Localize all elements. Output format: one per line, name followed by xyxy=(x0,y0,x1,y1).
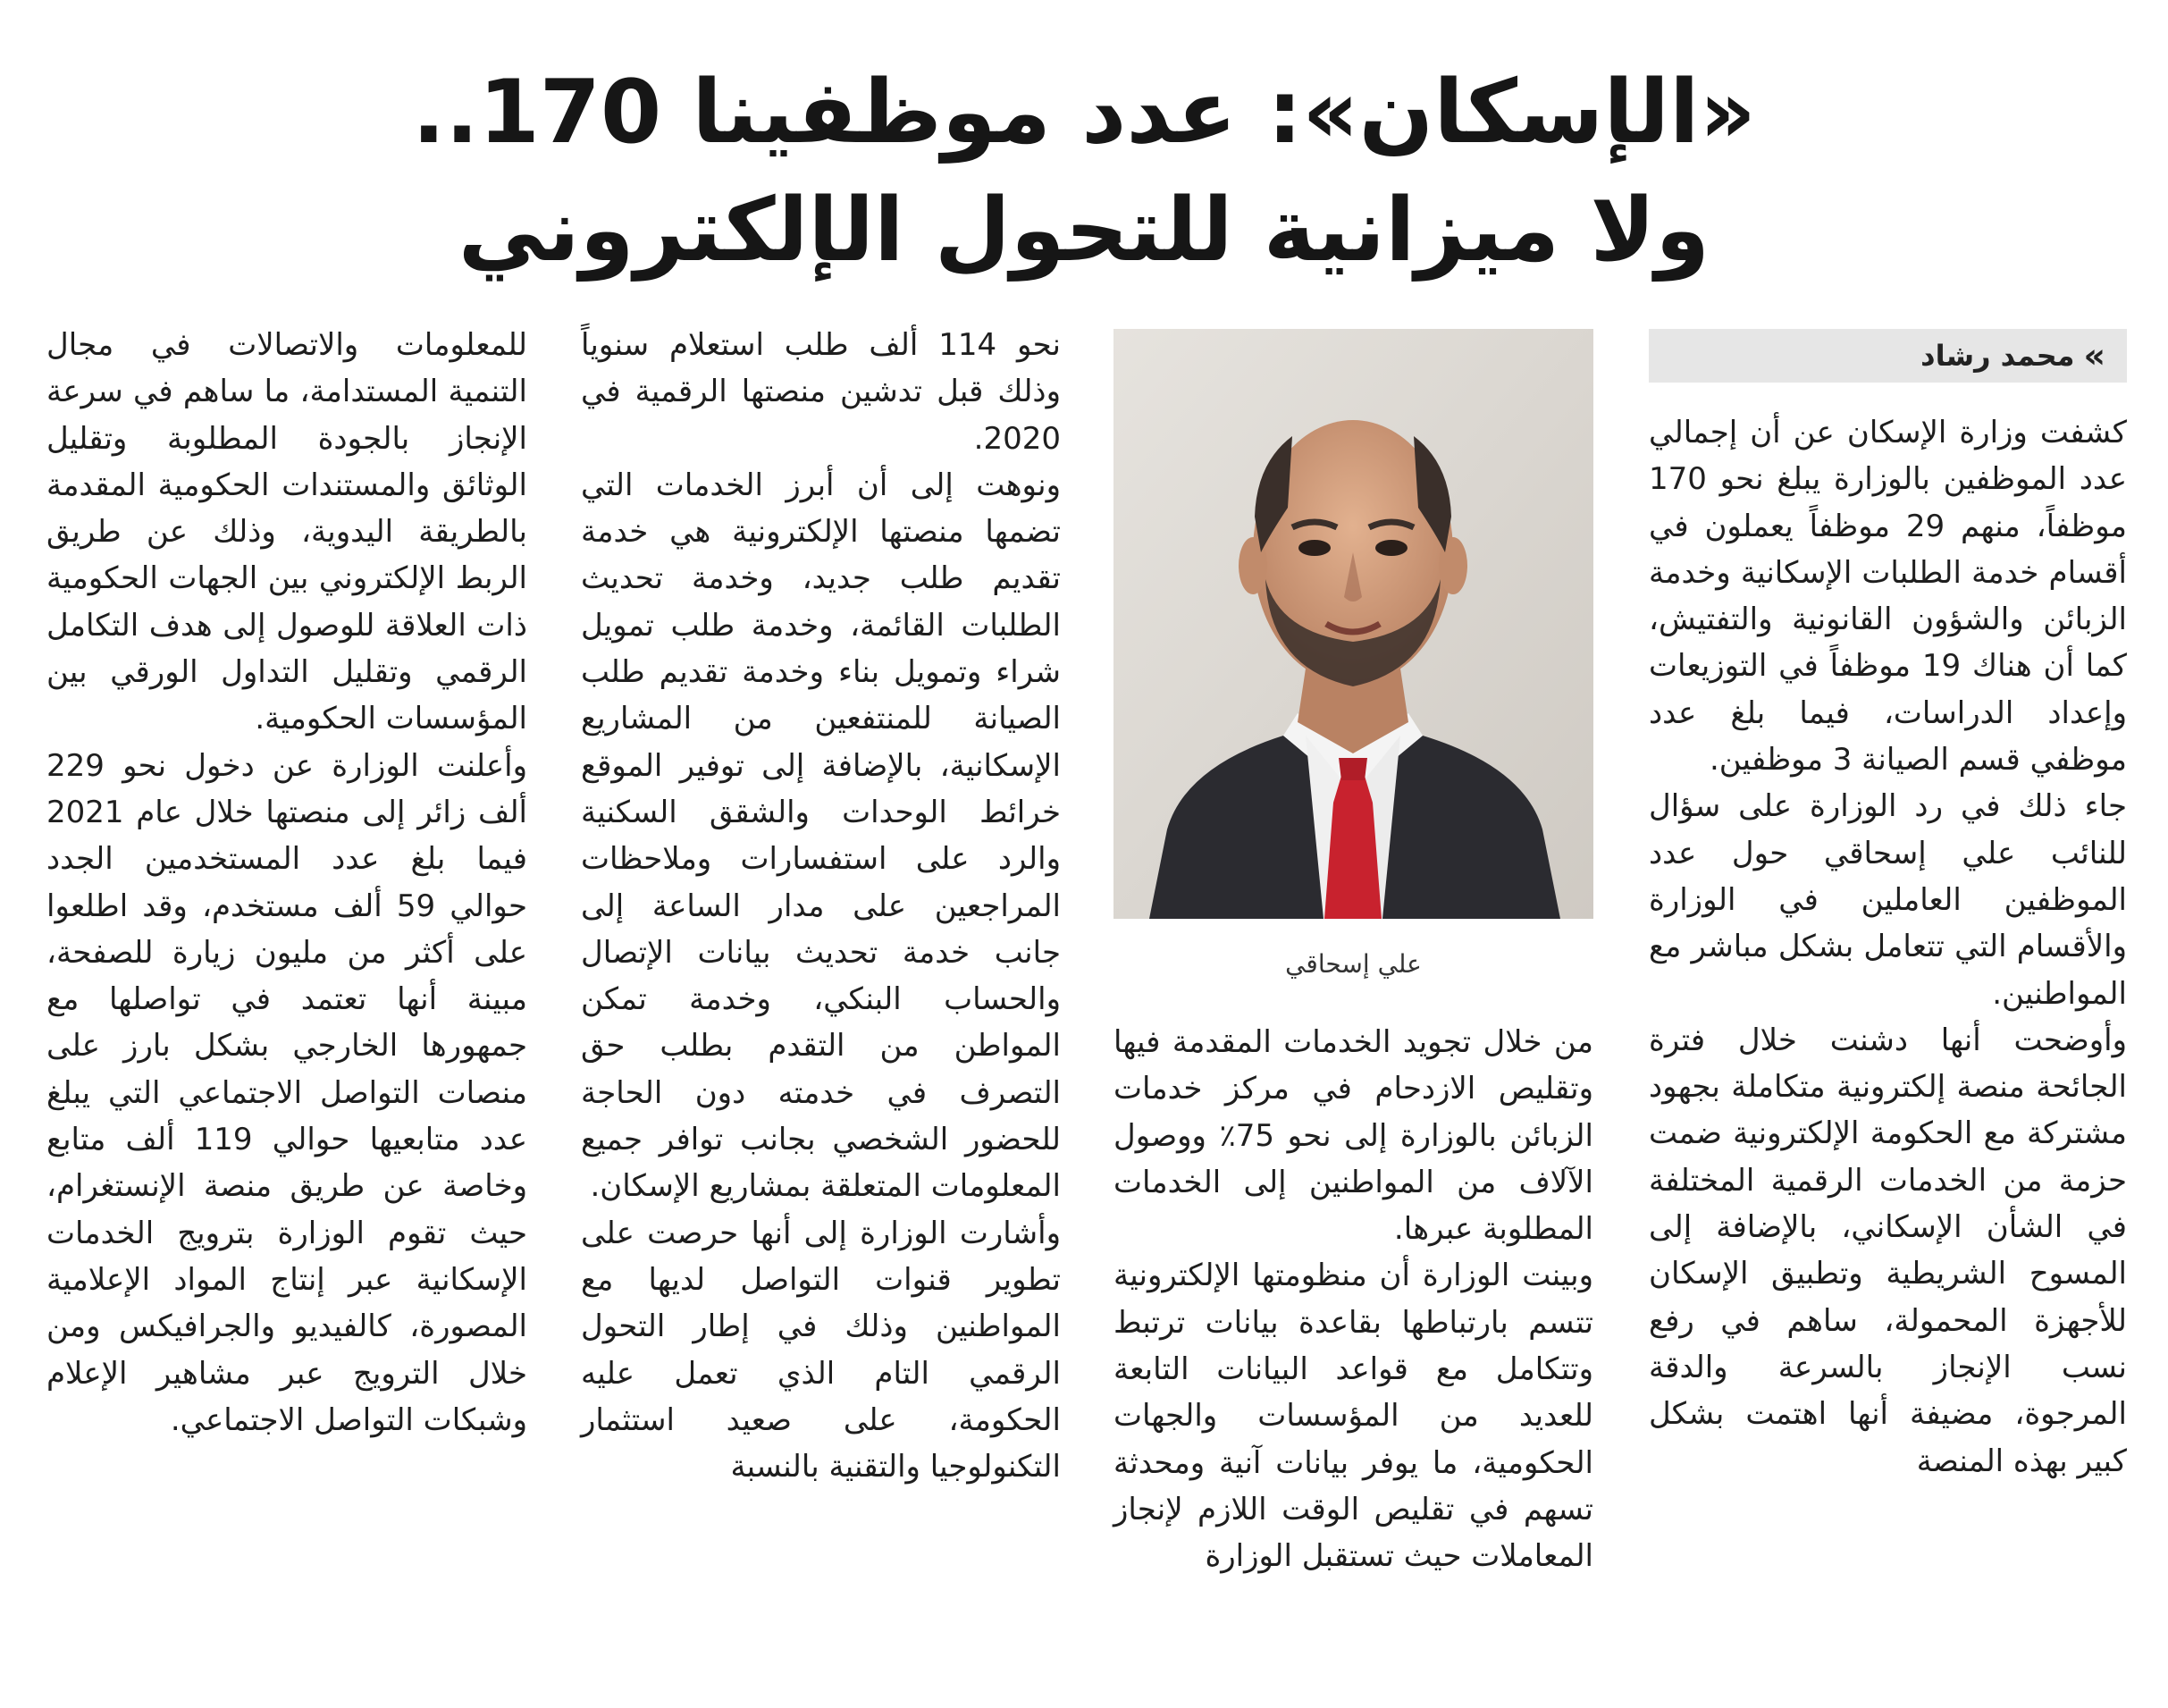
byline-bar xyxy=(1649,329,2127,383)
paragraph: من خلال تجويد الخدمات المقدمة فيها وتقليص الازدحام في مركز خدمات الزبائن بالوزارة إلى نحو 75٪ ووصول الآلاف من المواطنين إلى الخدمات المطلوبة عبرها. xyxy=(1113,1024,1593,1248)
photo-caption: علي إسحاقي xyxy=(1285,949,1422,979)
headline-line-1: «الإسكان»: عدد موظفينا 170.. xyxy=(412,62,1756,164)
paragraph: وأعلنت الوزارة عن دخول نحو 229 ألف زائر إلى منصتها خلال عام 2021 فيما بلغ عدد المستخدمين الجدد حوالي 59 ألف مستخدم، وقد اطلعوا على أكثر من مليون زيارة للصفحة، مبينة أنها تعتمد في تواصلها مع جمهورها الخارجي بشكل بارز على منصات التواصل الاجتماعي التي يبلغ عدد متابعيها حوالي 119 ألف متابع وخاصة عن طريق منصة الإنستغرام، حيث تقوم الوزارة بترويج الخدمات الإسكانية عبر إنتاج المواد الإعلامية المصورة، كالفيديو والجرافيكس ومن خلال الترويج عبر مشاهير الإعلام وشبكات التواصل الاجتماعي. xyxy=(46,747,527,1438)
paragraph: ونوهت إلى أن أبرز الخدمات التي تضمها منصتها الإلكترونية هي خدمة تقديم طلب جديد، وخدمة تحديث الطلبات القائمة، وخدمة طلب تمويل شراء وتمويل بناء وخدمة تقديم طلب الصيانة للمنتفعين من المشاريع الإسكانية، بالإضافة إلى توفير الموقع خرائط الوحدات والشقق السكنية والرد على استفسارات وملاحظات المراجعين على مدار الساعة إلى جانب خدمة تحديث بيانات الإتصال والحساب البنكي، وخدمة تمكن المواطن من التقدم بطلب حق التصرف في خدمته دون الحاجة للحضور الشخصي بجانب توافر جميع المعلومات المتعلقة بمشاريع الإسكان. xyxy=(581,467,1061,1205)
article-column-1 xyxy=(1649,409,2127,1485)
paragraph: نحو 114 ألف طلب استعلام سنوياً وذلك قبل تدشين منصتها الرقمية في 2020. xyxy=(581,327,1061,457)
paragraph: جاء ذلك في رد الوزارة على سؤال للنائب علي إسحاقي حول عدد الموظفين العاملين في الوزارة والأقسام التي تتعامل بشكل مباشر مع المواطنين. xyxy=(1649,788,2127,1012)
portrait-illustration xyxy=(1113,329,1593,919)
article-column-2 xyxy=(1113,1019,1593,1580)
article-column-3 xyxy=(581,322,1061,1490)
headline-line-2: ولا ميزانية للتحول الإلكتروني xyxy=(458,180,1710,282)
paragraph: للمعلومات والاتصالات في مجال التنمية المستدامة، ما ساهم في سرعة الإنجاز بالجودة المطلوبة وتقليل الوثائق والمستندات الحكومية المقدمة بالطريقة اليدوية، وذلك عن طريق الربط الإلكتروني بين الجهات الحكومية ذات العلاقة للوصول إلى هدف التكامل الرقمي وتقليل التداول الورقي بين المؤسسات الحكومية. xyxy=(46,327,527,737)
paragraph: وبينت الوزارة أن منظومتها الإلكترونية تتسم بارتباطها بقاعدة بيانات ترتبط وتتكامل مع قواعد البيانات التابعة للعديد من المؤسسات والجهات الحكومية، ما يوفر بيانات آنية ومحدثة تسهم في تقليص الوقت اللازم لإنجاز المعاملات حيث تستقبل الوزارة xyxy=(1113,1258,1593,1575)
byline-author: محمد رشاد xyxy=(1920,339,2075,373)
byline-marker: » xyxy=(2083,336,2105,375)
paragraph: وأوضحت أنها دشنت خلال فترة الجائحة منصة إلكترونية متكاملة بجهود مشتركة مع الحكومة الإلكترونية ضمت حزمة من الخدمات الرقمية المختلفة في الشأن الإسكاني، بالإضافة إلى المسوح الشريطية وتطبيق الإسكان للأجهزة المحمولة، ساهم في رفع نسب الإنجاز بالسرعة والدقة المرجوة، مضيفة أنها اهتمت بشكل كبير بهذه المنصة xyxy=(1649,1022,2127,1479)
paragraph: كشفت وزارة الإسكان عن أن إجمالي عدد الموظفين بالوزارة يبلغ نحو 170 موظفاً، منهم 29 موظفاً يعملون في أقسام خدمة الطلبات الإسكانية وخدمة الزبائن والشؤون القانونية والتفتيش، كما أن هناك 19 موظفاً في التوزيعات وإعداد الدراسات، فيما بلغ عدد موظفي قسم الصيانة 3 موظفين. xyxy=(1649,415,2127,778)
paragraph: وأشارت الوزارة إلى أنها حرصت على تطوير قنوات التواصل لديها مع المواطنين وذلك في إطار التحول الرقمي التام الذي تعمل عليه الحكومة، على صعيد استثمار التكنولوجيا والتقنية بالنسبة xyxy=(581,1215,1061,1485)
portrait-photo xyxy=(1113,329,1593,919)
article-column-4 xyxy=(46,322,527,1443)
